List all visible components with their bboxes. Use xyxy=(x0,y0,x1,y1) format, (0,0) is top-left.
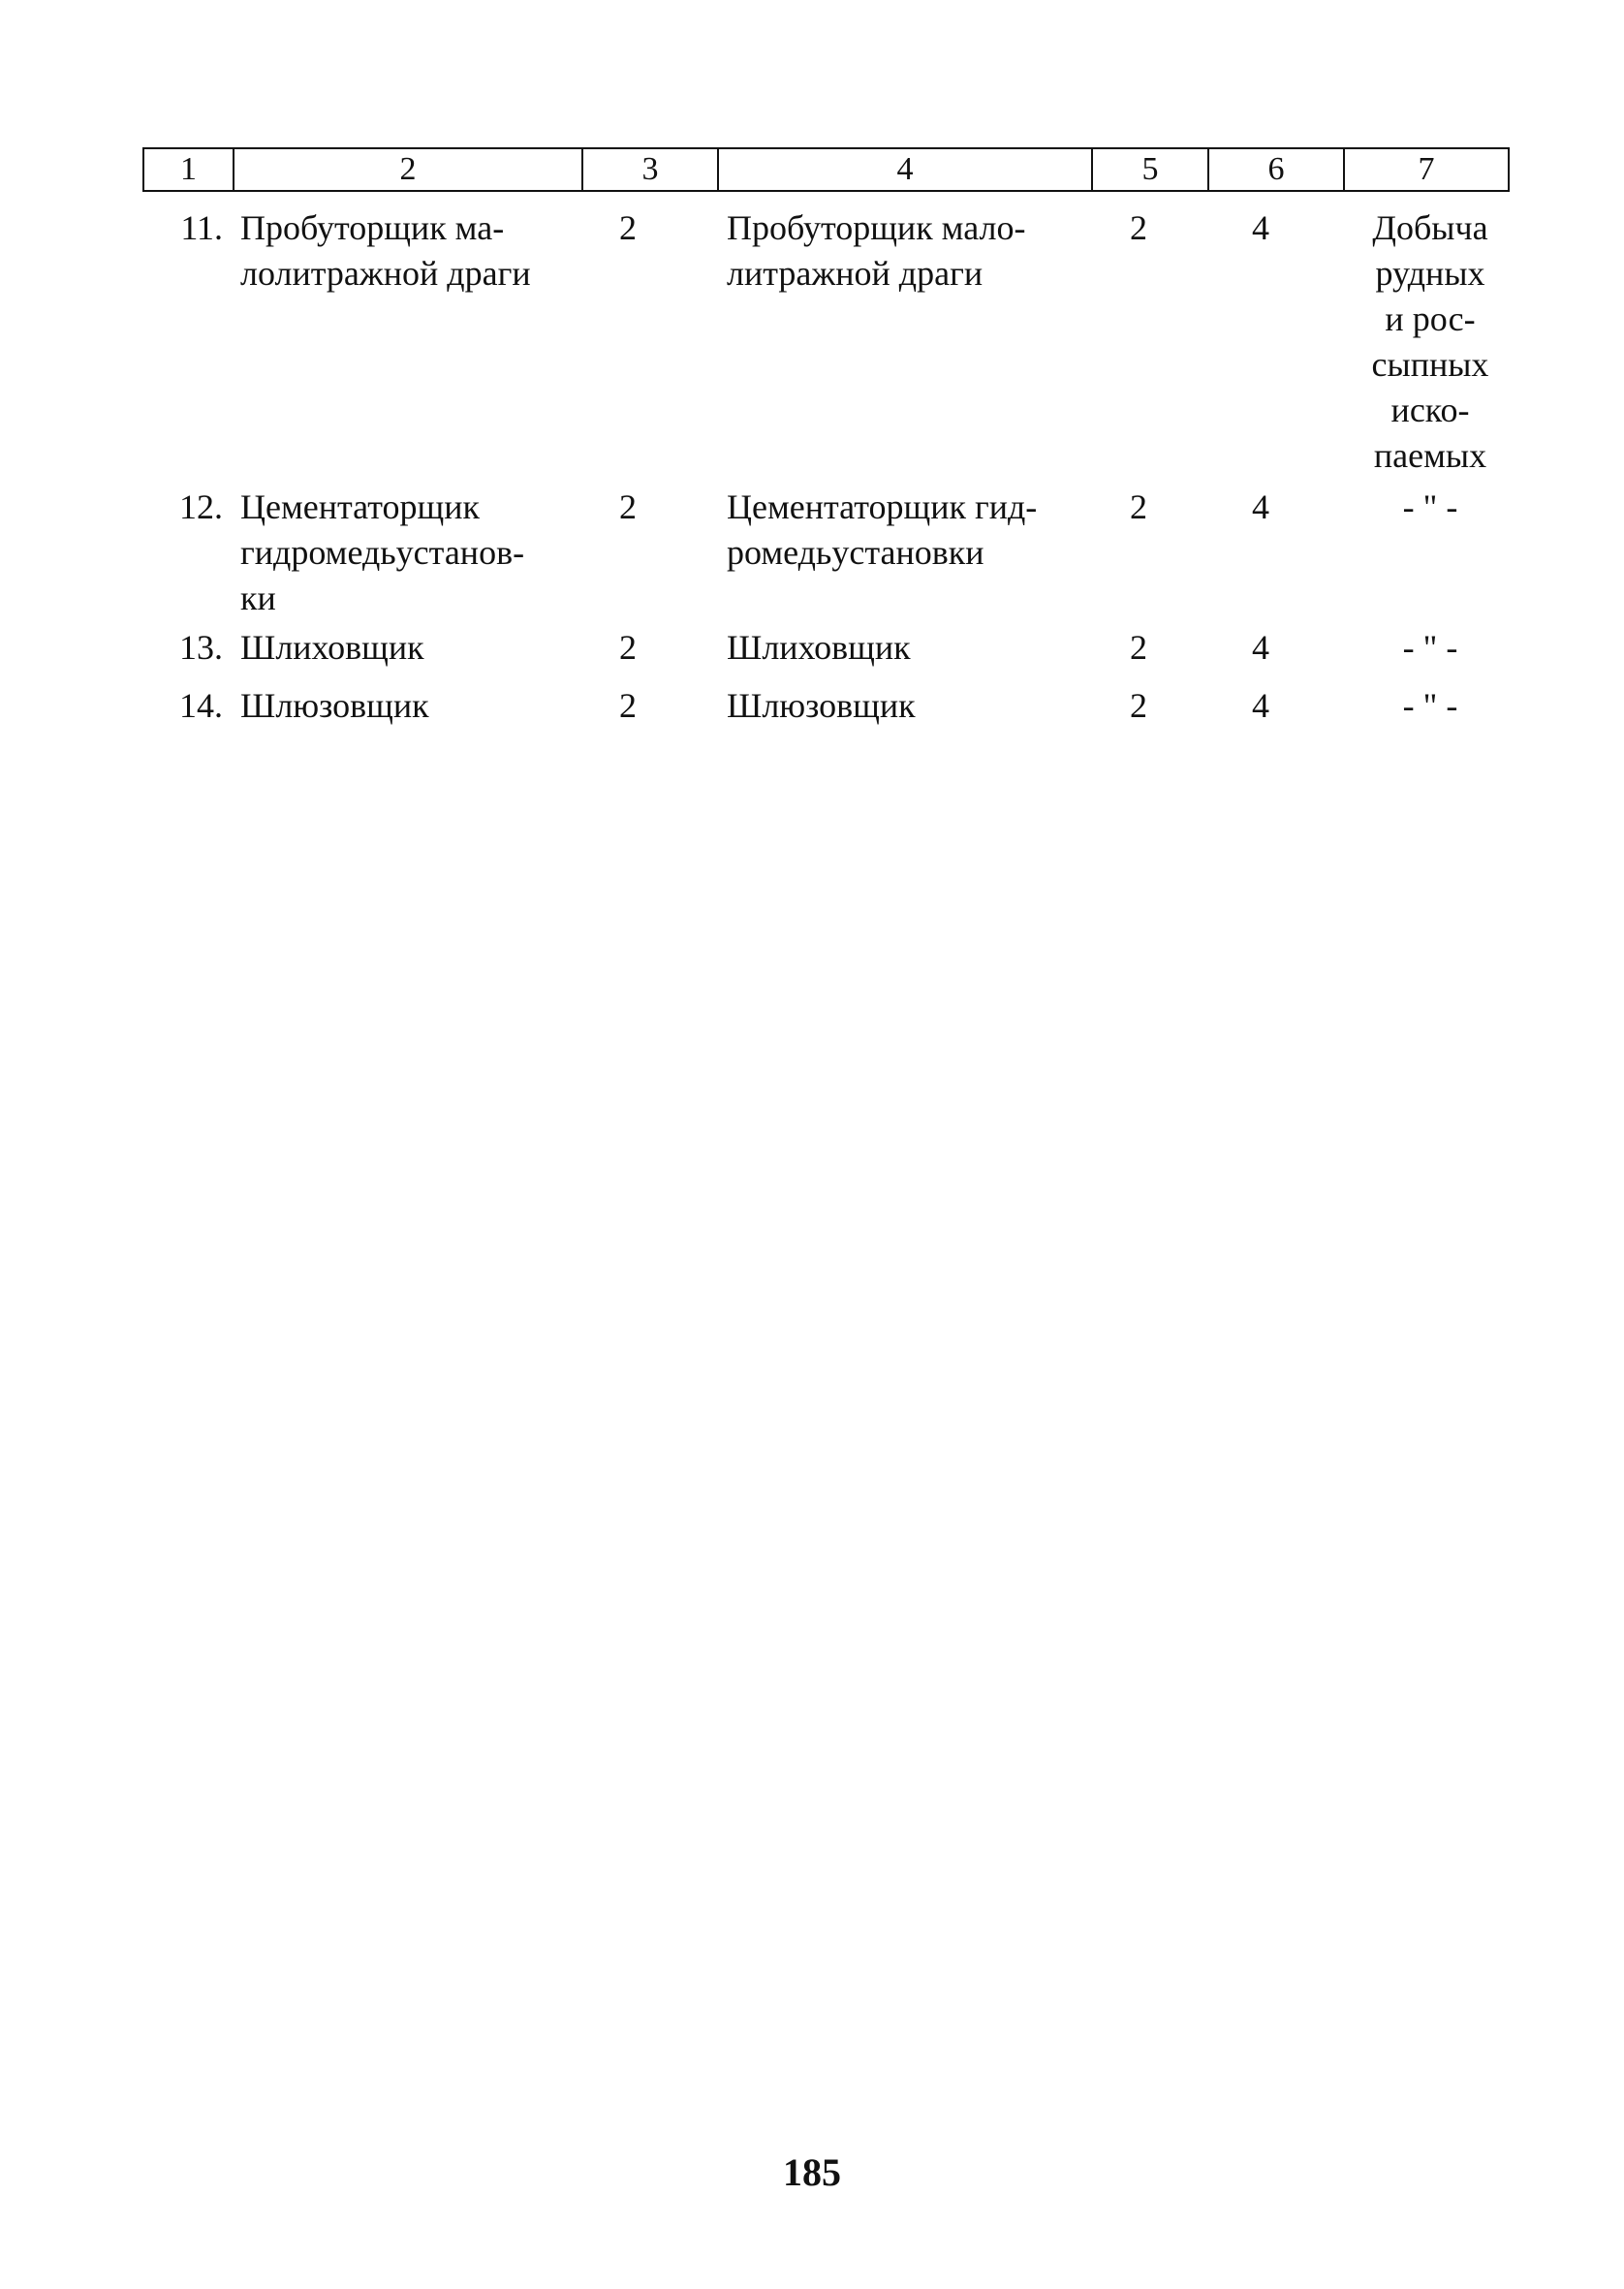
note-line: и рос- xyxy=(1385,299,1476,338)
col6-cell: 4 xyxy=(1252,487,1269,526)
col5-cell: 2 xyxy=(1130,628,1147,667)
note-line: паемых xyxy=(1373,436,1487,475)
grade-cell: 2 xyxy=(619,628,637,667)
profession-cell xyxy=(233,485,581,621)
note-line: - " - xyxy=(1402,628,1458,667)
table-row xyxy=(142,625,1510,671)
col5-cell: 2 xyxy=(1130,686,1147,725)
column-header-7: 7 xyxy=(1418,151,1435,187)
profession-line: гидромедьустанов- xyxy=(240,533,525,572)
col6-cell: 4 xyxy=(1252,208,1269,247)
note-cell xyxy=(1343,205,1510,479)
profession-alt-cell xyxy=(717,205,1091,479)
profession-alt-line: Пробуторщик мало- xyxy=(727,208,1026,247)
note-line: - " - xyxy=(1402,686,1458,725)
profession-cell xyxy=(233,205,581,479)
profession-alt-line: Шлюзовщик xyxy=(727,686,916,725)
column-header-3: 3 xyxy=(583,149,719,190)
profession-alt-cell xyxy=(717,485,1091,621)
profession-alt-cell xyxy=(717,683,1091,729)
col6-cell: 4 xyxy=(1252,628,1269,667)
profession-line: лолитражной драги xyxy=(240,254,531,293)
profession-alt-line: литражной драги xyxy=(727,254,984,293)
note-cell xyxy=(1343,683,1510,729)
profession-cell xyxy=(233,625,581,671)
profession-line: Пробуторщик ма- xyxy=(240,208,505,247)
profession-alt-line: Цементаторщик гид- xyxy=(727,487,1038,526)
table-row xyxy=(142,683,1510,729)
col5-cell: 2 xyxy=(1130,487,1147,526)
column-header-1: 1 xyxy=(144,149,234,190)
profession-line: Шлюзовщик xyxy=(240,686,429,725)
profession-alt-cell xyxy=(717,625,1091,671)
note-line: Добыча xyxy=(1372,208,1488,247)
profession-cell xyxy=(233,683,581,729)
profession-line: ки xyxy=(240,579,276,617)
note-line: сыпных xyxy=(1371,345,1489,384)
note-cell xyxy=(1343,625,1510,671)
row-number: 14. xyxy=(179,686,223,725)
column-header-4: 4 xyxy=(719,149,1093,190)
profession-line: Цементаторщик xyxy=(240,487,480,526)
row-number: 12. xyxy=(179,487,223,526)
grade-cell: 2 xyxy=(619,686,637,725)
col5-cell: 2 xyxy=(1130,208,1147,247)
column-header-5: 5 xyxy=(1093,149,1209,190)
table-header xyxy=(142,147,1510,192)
row-number: 13. xyxy=(179,628,223,667)
grade-cell: 2 xyxy=(619,487,637,526)
note-line: - " - xyxy=(1402,487,1458,526)
grade-cell: 2 xyxy=(619,208,637,247)
profession-alt-line: ромедьустановки xyxy=(727,533,984,572)
page-number: 185 xyxy=(783,2150,841,2194)
table-row xyxy=(142,205,1510,479)
row-number: 11. xyxy=(180,208,223,247)
profession-line: Шлиховщик xyxy=(240,628,424,667)
column-header-6: 6 xyxy=(1209,149,1345,190)
col6-cell: 4 xyxy=(1252,686,1269,725)
note-line: рудных xyxy=(1375,254,1485,293)
note-cell xyxy=(1343,485,1510,621)
note-line: иско- xyxy=(1390,391,1470,429)
column-header-2: 2 xyxy=(234,149,583,190)
profession-alt-line: Шлиховщик xyxy=(727,628,911,667)
table-row xyxy=(142,485,1510,621)
